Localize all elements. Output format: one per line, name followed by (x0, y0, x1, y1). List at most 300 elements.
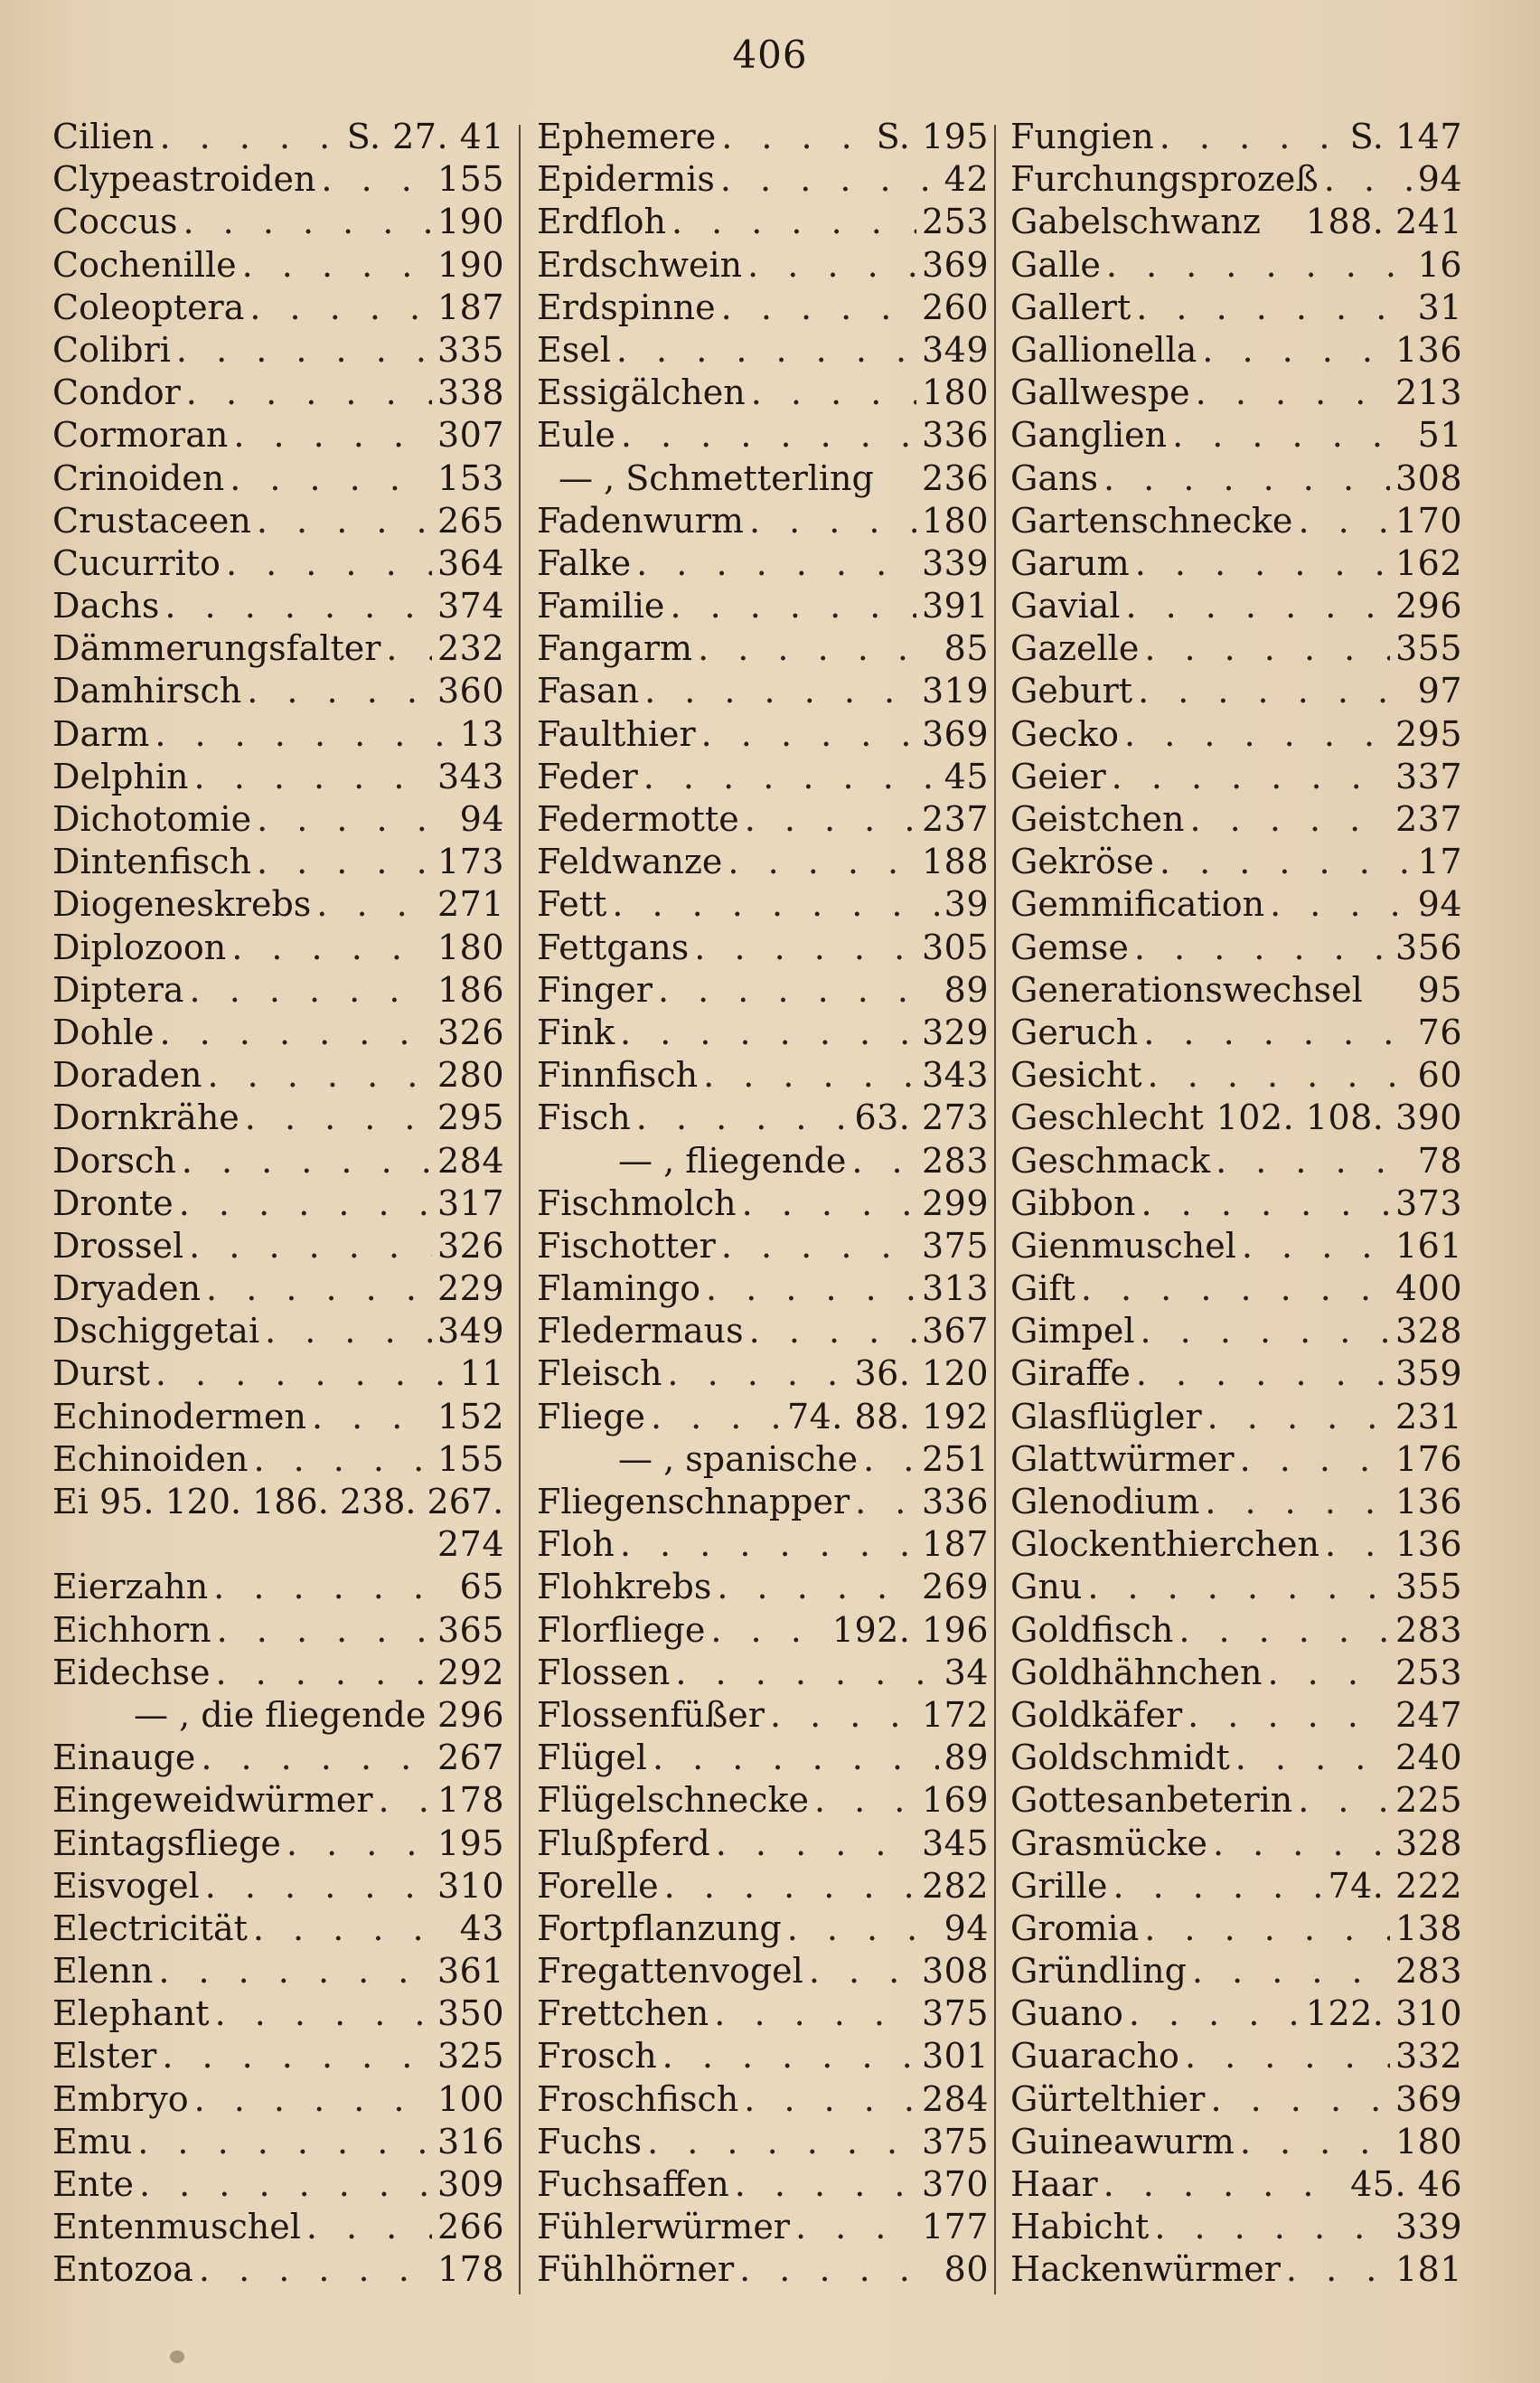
index-term: Fuchsaffen (537, 2164, 729, 2204)
page-reference: 369 (921, 244, 989, 285)
dot-leader (664, 1865, 916, 1907)
index-entry (537, 1950, 989, 1992)
index-entry (52, 542, 504, 585)
index-term: Cormoran (52, 415, 229, 456)
page-reference: 349 (437, 1311, 504, 1352)
index-entry (537, 1012, 989, 1054)
page-reference: 232 (437, 628, 504, 669)
page-reference: 65 (459, 1567, 504, 1607)
column-divider (994, 125, 996, 2294)
dot-leader (206, 1267, 432, 1310)
page-reference: S. 195 (876, 117, 989, 156)
index-entry (52, 2163, 504, 2206)
index-entry (537, 457, 989, 500)
index-term: Geistchen (1010, 799, 1185, 839)
index-entry (1010, 1865, 1462, 1907)
index-term: Gans (1010, 457, 1098, 498)
index-entry (52, 414, 504, 457)
index-entry (1010, 201, 1462, 243)
index-entry (1010, 1523, 1462, 1566)
index-entry (1010, 1950, 1462, 1992)
dot-leader (242, 244, 432, 287)
dot-leader (176, 329, 432, 372)
page-reference: S. 27. 41 (346, 117, 504, 156)
index-entry (52, 927, 504, 969)
page-reference: 94 (1417, 159, 1462, 200)
page-reference: 155 (437, 1438, 504, 1479)
index-entry (1010, 1012, 1462, 1054)
dot-leader (644, 670, 916, 712)
index-entry (537, 627, 989, 670)
dot-leader (651, 1396, 782, 1438)
index-entry (52, 1652, 504, 1694)
dot-leader (749, 500, 916, 542)
page-reference: 292 (437, 1652, 504, 1692)
dot-leader (1081, 1267, 1390, 1310)
page-reference: 187 (921, 1524, 989, 1565)
index-term: Essigälchen (537, 372, 746, 413)
index-term: Fadenwurm (537, 500, 744, 541)
index-entry (1010, 1779, 1462, 1822)
index-term: Fliege (537, 1396, 645, 1436)
dot-leader (747, 244, 916, 287)
index-entry (52, 1097, 504, 1139)
page-reference: 85 (944, 628, 989, 669)
index-entry (537, 1737, 989, 1779)
dot-leader (215, 1992, 432, 2035)
page-reference: 180 (437, 927, 504, 967)
page-reference: 283 (1394, 1951, 1462, 1992)
page-reference: 284 (437, 1140, 504, 1181)
dot-leader (1143, 1012, 1412, 1054)
index-term: Glattwürmer (1010, 1438, 1235, 1479)
index-entry (537, 883, 989, 926)
dot-leader (1216, 1140, 1413, 1182)
index-entry (1010, 1694, 1462, 1737)
dot-leader (257, 500, 432, 542)
page-reference: 335 (437, 329, 504, 370)
index-entry (52, 201, 504, 243)
dot-leader (1103, 457, 1390, 500)
index-entry (1010, 2248, 1462, 2291)
index-term: Fleisch (537, 1353, 662, 1394)
page-reference: 370 (921, 2164, 989, 2204)
index-term: Froschfisch (537, 2078, 739, 2119)
index-entry (52, 670, 504, 712)
index-term: Ei 95. 120. 186. 238. 267. (52, 1482, 504, 1521)
dot-leader (694, 927, 916, 969)
page-reference: 186 (437, 969, 504, 1010)
dot-leader (1134, 927, 1390, 969)
index-entry (52, 798, 504, 841)
page-reference: 161 (1394, 1225, 1462, 1266)
dot-leader (164, 585, 432, 627)
dot-leader (379, 1779, 432, 1822)
index-entry (1010, 414, 1462, 457)
index-term: Fuchs (537, 2121, 643, 2162)
index-entry (1010, 1992, 1462, 2035)
dot-leader (1144, 1907, 1390, 1950)
page-reference: 345 (921, 1823, 989, 1863)
index-entry (52, 1566, 504, 1608)
page-reference: 138 (1394, 1907, 1462, 1948)
page-reference: 332 (1394, 2036, 1462, 2077)
dot-leader (636, 542, 916, 585)
dot-leader (1286, 2248, 1390, 2291)
dot-leader (194, 2078, 432, 2121)
index-term: — , Schmetterling (559, 457, 874, 498)
page-reference: 63. 273 (854, 1097, 989, 1138)
dot-leader (1205, 1481, 1390, 1523)
index-term: Falke (537, 542, 632, 583)
page-reference: 296 (437, 1694, 504, 1735)
index-entry (52, 2035, 504, 2077)
index-entry (537, 1907, 989, 1950)
index-term: Guano (1010, 1993, 1123, 2034)
index-entry (52, 2121, 504, 2163)
index-entry (1010, 585, 1462, 627)
page-reference: 153 (437, 457, 504, 498)
dot-leader (155, 713, 454, 756)
index-entry (52, 2206, 504, 2248)
ink-smudge (170, 2350, 184, 2363)
dot-leader (183, 201, 432, 243)
dot-leader (1324, 158, 1413, 201)
index-entry (52, 116, 504, 158)
index-entry (537, 500, 989, 542)
dot-leader (257, 841, 432, 883)
page-reference: 374 (437, 586, 504, 626)
index-entry (52, 1481, 504, 1523)
index-term: Flossen (537, 1652, 671, 1692)
index-entry (52, 1779, 504, 1822)
page-reference: 11 (459, 1353, 504, 1394)
index-term: Cochenille (52, 244, 237, 285)
page-reference: 282 (921, 1865, 989, 1906)
page-reference: 375 (921, 1225, 989, 1266)
index-term: Frosch (537, 2036, 657, 2077)
index-term: Geier (1010, 756, 1106, 796)
page-reference: 237 (1394, 799, 1462, 839)
index-entry (52, 1438, 504, 1481)
dot-leader (855, 1481, 916, 1523)
index-entry (52, 883, 504, 926)
index-term: Haar (1010, 2164, 1098, 2204)
index-entry (52, 372, 504, 414)
index-entry (52, 1310, 504, 1352)
index-term: Dryaden (52, 1268, 202, 1309)
index-term: Eichhorn (52, 1609, 211, 1650)
dot-leader (306, 2206, 432, 2248)
page-reference: 375 (921, 2121, 989, 2162)
dot-leader (1160, 841, 1413, 883)
index-term: Dichotomie (52, 799, 252, 839)
dot-leader (667, 1352, 849, 1395)
page-reference: 152 (437, 1396, 504, 1436)
dot-leader (160, 116, 342, 158)
page-reference: 42 (944, 159, 989, 200)
page-reference: 180 (1394, 2121, 1462, 2162)
index-entry (537, 1267, 989, 1310)
column-divider (519, 125, 521, 2294)
index-entry (537, 1182, 989, 1225)
page-reference: 78 (1417, 1140, 1462, 1181)
index-entry (537, 1225, 989, 1267)
page-reference: 43 (459, 1907, 504, 1948)
page-reference: 361 (437, 1951, 504, 1992)
index-term: Gabelschwanz (1010, 202, 1261, 242)
dot-leader (1138, 670, 1413, 712)
page-reference: 89 (944, 969, 989, 1010)
dot-leader (233, 414, 432, 457)
index-term: Fregattenvogel (537, 1951, 803, 1992)
page-reference: 280 (437, 1055, 504, 1096)
page-reference: 336 (921, 415, 989, 456)
index-term: Dornkrähe (52, 1097, 239, 1138)
index-column-1 (52, 116, 504, 2292)
index-entry (537, 841, 989, 883)
index-term: Federmotte (537, 799, 739, 839)
index-entry (1010, 756, 1462, 798)
index-entry (537, 1694, 989, 1737)
index-entry (1010, 1737, 1462, 1779)
index-term: Geburt (1010, 671, 1133, 711)
dot-leader (795, 2206, 916, 2248)
dot-leader (1210, 2078, 1390, 2121)
index-entry (537, 1523, 989, 1566)
index-term: Glockenthierchen (1010, 1524, 1319, 1565)
index-term: Galle (1010, 244, 1101, 285)
index-term: Gesicht (1010, 1055, 1142, 1096)
page-reference: 172 (921, 1694, 989, 1735)
index-entry (52, 1182, 504, 1225)
dot-leader (245, 1097, 432, 1139)
dot-leader (316, 883, 432, 926)
index-term: Condor (52, 372, 181, 413)
dot-leader (710, 1609, 826, 1652)
index-term: Epidermis (537, 159, 715, 200)
index-entry (52, 287, 504, 329)
index-term: Eisvogel (52, 1865, 200, 1906)
dot-leader (701, 713, 916, 756)
page-reference: 283 (921, 1140, 989, 1181)
page-reference: 60 (1417, 1055, 1462, 1096)
dot-leader (1298, 1779, 1390, 1822)
index-term: Ente (52, 2164, 134, 2204)
dot-leader (159, 1012, 432, 1054)
page-reference: 329 (921, 1012, 989, 1052)
index-term: Finnfisch (537, 1055, 699, 1096)
page-reference: 364 (437, 542, 504, 583)
dot-leader (751, 372, 916, 414)
index-entry (1010, 1352, 1462, 1395)
page-reference: 375 (921, 1993, 989, 2034)
index-entry (1010, 1652, 1462, 1694)
dot-leader (658, 969, 939, 1012)
dot-leader (706, 1267, 916, 1310)
index-entry (52, 627, 504, 670)
index-entry (537, 2248, 989, 2291)
page-reference: 309 (437, 2164, 504, 2204)
index-entry (52, 1823, 504, 1865)
dot-leader (1185, 2035, 1390, 2077)
page-reference: 190 (437, 244, 504, 285)
page-reference: 136 (1394, 329, 1462, 370)
dot-leader (286, 1823, 432, 1865)
index-term: Doraden (52, 1055, 202, 1096)
index-term: Gromia (1010, 1907, 1140, 1948)
page-reference: 34 (944, 1652, 989, 1692)
index-term: Echinoiden (52, 1438, 249, 1479)
page-reference: 343 (921, 1055, 989, 1096)
index-entry (1010, 1140, 1462, 1182)
index-entry (1010, 372, 1462, 414)
page-reference: 94 (459, 799, 504, 839)
page-reference: 283 (1394, 1609, 1462, 1650)
page-reference: 328 (1394, 1311, 1462, 1352)
index-term: Gift (1010, 1268, 1075, 1309)
index-term: Gallionella (1010, 329, 1197, 370)
index-entry (52, 1865, 504, 1907)
dot-leader (1325, 1523, 1390, 1566)
index-term: Feldwanze (537, 842, 723, 882)
index-entry (52, 1523, 504, 1566)
dot-leader (721, 116, 870, 158)
index-entry (537, 756, 989, 798)
page-reference: 13 (459, 713, 504, 754)
index-term: Durst (52, 1353, 150, 1394)
index-term: Cilien (52, 117, 155, 156)
dot-leader (744, 2078, 916, 2121)
index-entry (52, 585, 504, 627)
dot-leader (1144, 627, 1390, 670)
index-term: Drossel (52, 1225, 184, 1266)
index-term: Guaracho (1010, 2036, 1179, 2077)
index-entry (52, 1950, 504, 1992)
dot-leader (1192, 1950, 1390, 1992)
index-term: Giraffe (1010, 1353, 1131, 1394)
index-term: Fungien (1010, 117, 1154, 156)
dot-leader (643, 756, 939, 798)
dot-leader (199, 2248, 432, 2291)
index-term: — , fliegende (618, 1140, 847, 1181)
index-entry (1010, 1182, 1462, 1225)
dot-leader (720, 158, 939, 201)
index-term: Crustaceen (52, 500, 251, 541)
index-entry (537, 670, 989, 712)
index-entry (1010, 798, 1462, 841)
index-term: Eule (537, 415, 615, 456)
page-reference: 307 (437, 415, 504, 456)
index-column-3 (1010, 116, 1462, 2292)
index-term: Flossenfüßer (537, 1694, 765, 1735)
index-term: Generationswechsel (1010, 969, 1363, 1010)
index-term: Habicht (1010, 2207, 1150, 2247)
index-entry (537, 244, 989, 287)
page-reference: 17 (1417, 842, 1462, 882)
index-term: Fangarm (537, 628, 693, 669)
index-term: Fisch (537, 1097, 631, 1138)
dot-leader (703, 1054, 916, 1097)
dot-leader (1298, 500, 1390, 542)
page-reference: 190 (437, 202, 504, 242)
index-entry (1010, 927, 1462, 969)
dot-leader (226, 542, 432, 585)
index-term: Embryo (52, 2078, 189, 2119)
dot-leader (205, 1865, 432, 1907)
index-entry (537, 1865, 989, 1907)
page-reference: 136 (1394, 1524, 1462, 1565)
dot-leader (162, 2035, 432, 2077)
page-reference: 319 (921, 671, 989, 711)
index-entry (537, 713, 989, 756)
index-entry (1010, 500, 1462, 542)
dot-leader (1148, 1054, 1413, 1097)
index-entry (1010, 1609, 1462, 1652)
page-reference: 336 (921, 1482, 989, 1521)
dot-leader (253, 1907, 455, 1950)
index-term: Gienmuschel (1010, 1225, 1236, 1266)
index-term: Fischotter (537, 1225, 716, 1266)
index-term: Coleoptera (52, 287, 245, 327)
index-entry (52, 1012, 504, 1054)
index-entry (537, 2121, 989, 2163)
dot-leader (1141, 1310, 1390, 1352)
index-term: Ephemere (537, 117, 717, 156)
index-term: Faulthier (537, 713, 696, 754)
index-term: Erdfloh (537, 202, 666, 242)
index-entry (537, 1566, 989, 1608)
index-term: Goldschmidt (1010, 1738, 1230, 1778)
page-reference: 337 (1394, 756, 1462, 796)
index-term: Finger (537, 969, 653, 1010)
index-term: Familie (537, 586, 665, 626)
page-reference: 178 (437, 2249, 504, 2290)
page-reference: 284 (921, 2078, 989, 2119)
index-term: Colibri (52, 329, 171, 370)
index-term: Emu (52, 2121, 133, 2162)
dot-leader (217, 1609, 432, 1652)
page-reference: 102. 108. 390 (1216, 1097, 1462, 1138)
index-term: Fortpflanzung (537, 1907, 782, 1948)
page-reference: 301 (921, 2036, 989, 2077)
index-entry (1010, 713, 1462, 756)
page-reference: 94 (1417, 884, 1462, 925)
page-number: 406 (732, 33, 808, 77)
index-term: Gimpel (1010, 1311, 1135, 1352)
index-term: Gekröse (1010, 842, 1154, 882)
dot-leader (213, 1566, 454, 1608)
index-entry (537, 2206, 989, 2248)
index-entry (1010, 244, 1462, 287)
index-entry (1010, 1907, 1462, 1950)
dot-leader (1213, 1823, 1390, 1865)
page-reference: 31 (1417, 287, 1462, 327)
index-term: Electricität (52, 1907, 248, 1948)
index-entry (1010, 116, 1462, 158)
index-entry (52, 969, 504, 1012)
dot-leader (863, 1438, 916, 1481)
index-term: Garum (1010, 542, 1130, 583)
page-reference: 74. 222 (1328, 1865, 1462, 1906)
page-reference: 94 (944, 1907, 989, 1948)
page-reference: 170 (1394, 500, 1462, 541)
page-reference: 355 (1394, 1567, 1462, 1607)
index-entry (537, 1823, 989, 1865)
index-entry (1010, 1396, 1462, 1438)
dot-leader (179, 1182, 432, 1225)
index-term: — , die fliegende (134, 1694, 427, 1735)
